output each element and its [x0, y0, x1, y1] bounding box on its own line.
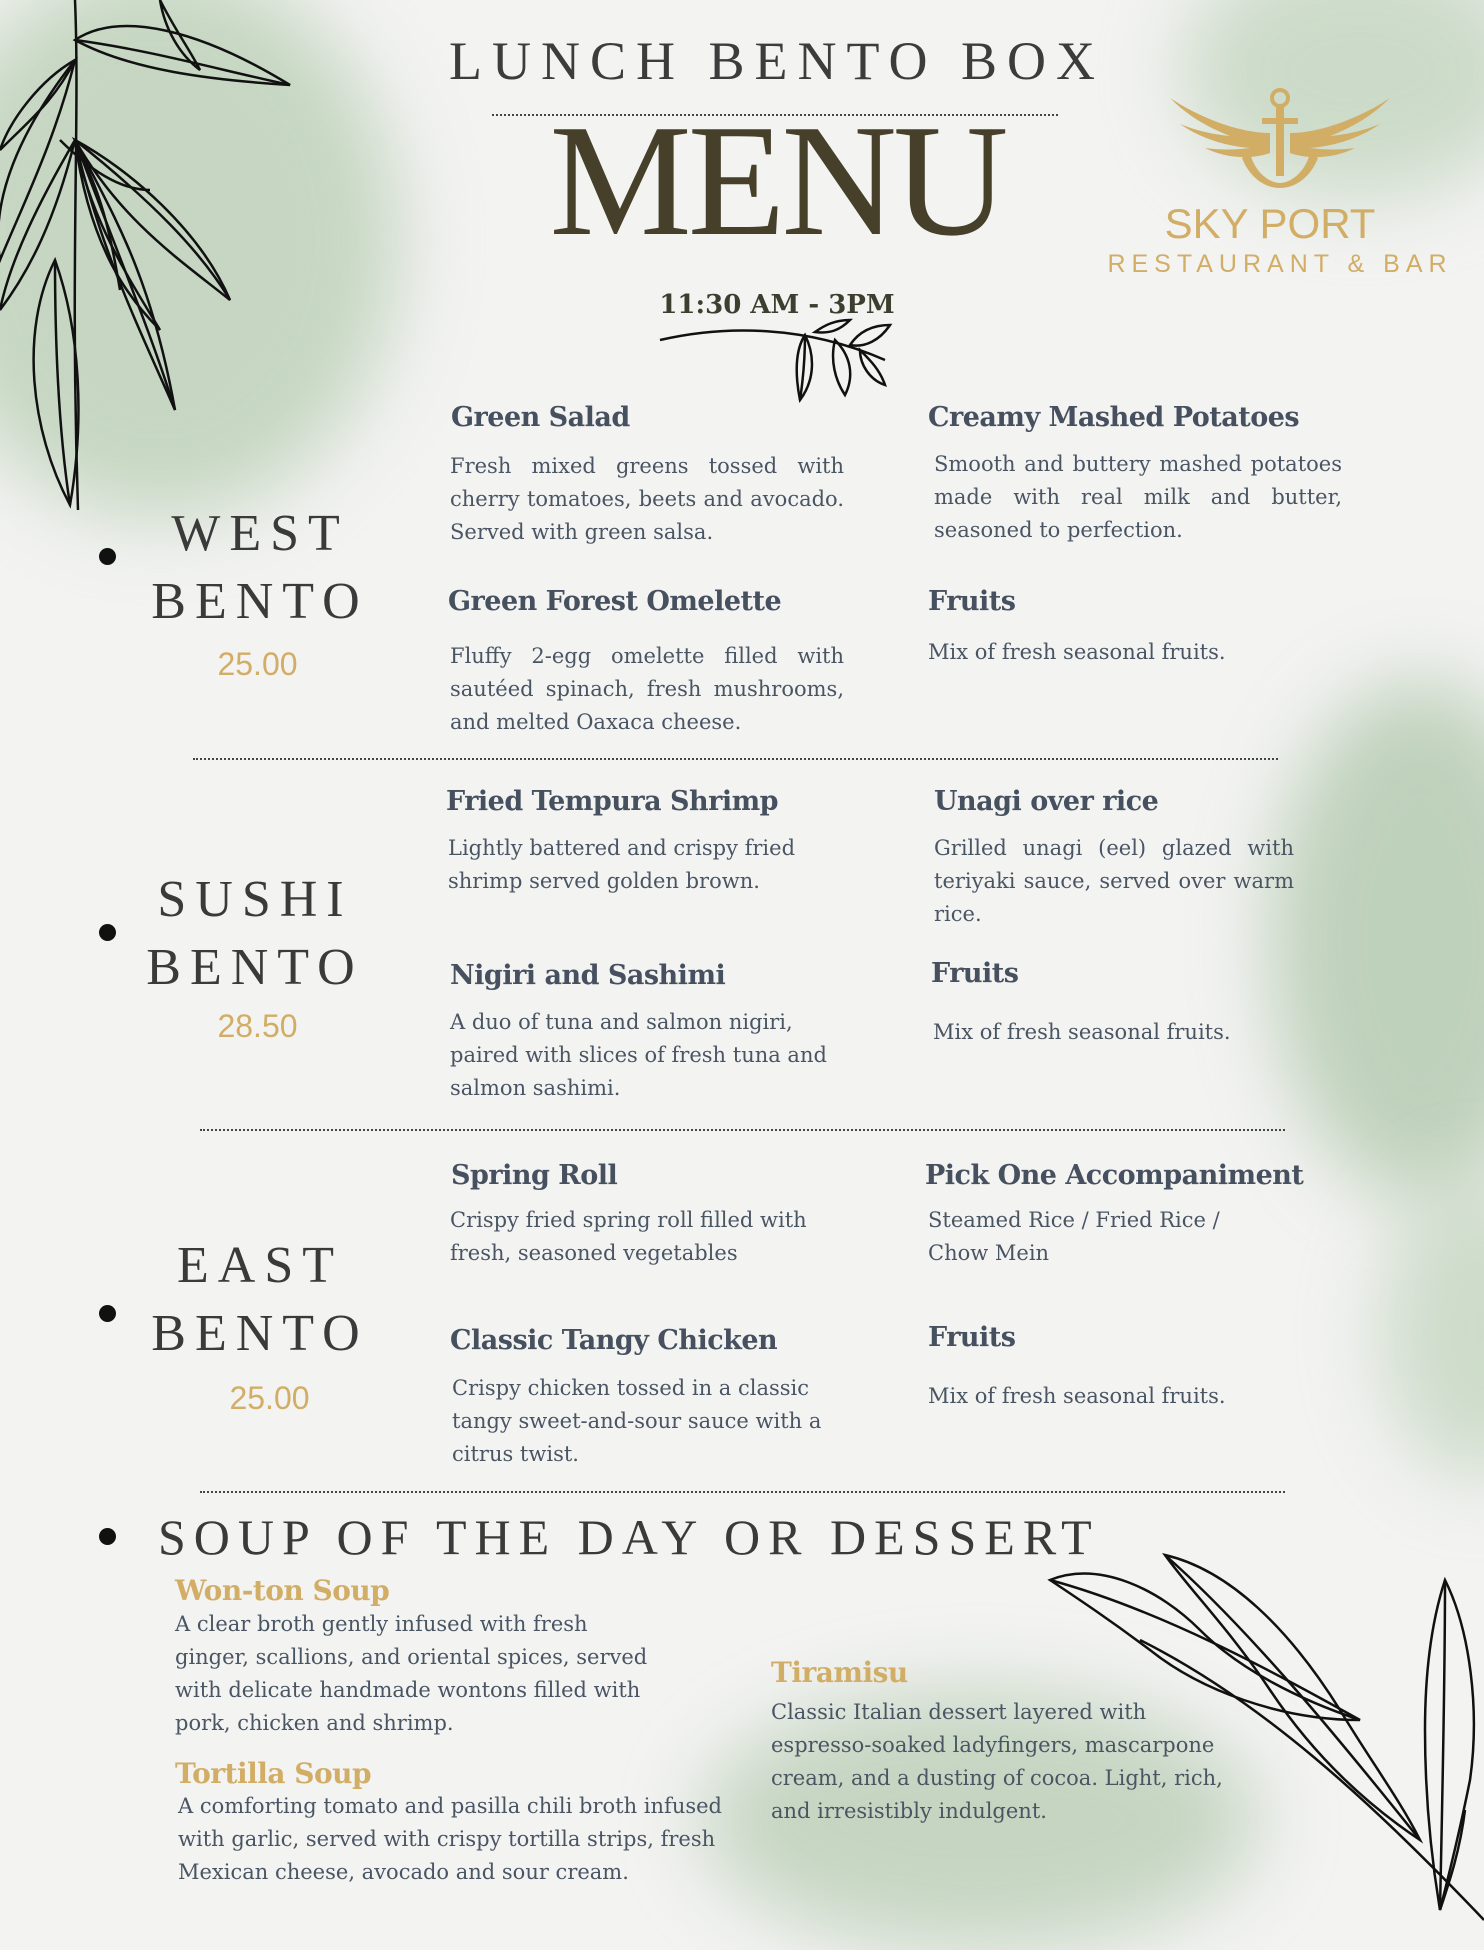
item-description: Crispy fried spring roll filled with fresh, seasoned vegetables — [450, 1208, 807, 1265]
watercolor-wash — [1270, 680, 1484, 1200]
section-name-line1: EAST — [177, 1237, 343, 1294]
leaf-sprig-icon — [655, 320, 895, 410]
section-name-line1: WEST — [171, 505, 349, 562]
section-bullet — [99, 1528, 116, 1545]
section-bullet — [99, 1305, 116, 1322]
item-description: Lightly battered and crispy fried shrimp served golden brown. — [448, 836, 796, 893]
section-name-line2: BENTO — [151, 1305, 369, 1362]
section-divider — [200, 1491, 1285, 1493]
serving-hours: 11:30 AM - 3PM — [659, 290, 895, 320]
section-name-line2: BENTO — [146, 939, 364, 996]
item-name: Fruits — [931, 958, 1019, 989]
section-bullet — [99, 548, 116, 565]
item-name: Nigiri and Sashimi — [450, 960, 726, 991]
soup-dessert-title: SOUP OF THE DAY OR DESSERT — [158, 1509, 1100, 1565]
item-description: Fluffy 2-egg omelette filled with sautéed spinach, fresh mushrooms, and melted Oaxaca cheese. — [450, 644, 844, 734]
item-description: Mix of fresh seasonal fruits. — [928, 640, 1226, 664]
section-name-line2: BENTO — [151, 573, 369, 630]
item-description: Smooth and buttery mashed potatoes made with real milk and butter, seasoned to perfection. — [934, 452, 1342, 542]
brand-name: SKY PORT — [1164, 200, 1376, 247]
watercolor-wash — [1380, 1180, 1484, 1480]
brand-tagline: RESTAURANT & BAR — [1107, 250, 1453, 278]
section-name — [140, 500, 380, 636]
section-divider — [200, 1129, 1285, 1131]
item-description: Fresh mixed greens tossed with cherry tomatoes, beets and avocado. Served with green salsa. — [450, 454, 844, 544]
winged-anchor-icon — [1170, 88, 1390, 188]
item-name: Won-ton Soup — [175, 1574, 390, 1607]
section-bullet — [99, 924, 116, 941]
item-description: A comforting tomato and pasilla chili broth infused with garlic, served with crispy tortilla strips, fresh Mexican cheese, avocado and sour cream. — [178, 1794, 722, 1884]
item-name: Tortilla Soup — [175, 1757, 372, 1790]
menu-subtitle: LUNCH BENTO BOX — [448, 31, 1105, 91]
item-name: Fruits — [928, 586, 1016, 617]
item-name: Fruits — [928, 1322, 1016, 1353]
section-price: 25.00 — [217, 646, 298, 682]
item-name: Spring Roll — [451, 1160, 618, 1191]
item-description: Mix of fresh seasonal fruits. — [928, 1384, 1226, 1408]
section-name — [135, 866, 375, 1002]
item-description: Mix of fresh seasonal fruits. — [933, 1020, 1231, 1044]
item-name: Creamy Mashed Potatoes — [928, 402, 1300, 433]
item-description: Crispy chicken tossed in a classic tangy sweet-and-sour sauce with a citrus twist. — [452, 1376, 822, 1466]
item-name: Green Forest Omelette — [448, 586, 782, 617]
item-name: Green Salad — [451, 402, 630, 433]
section-price: 28.50 — [217, 1008, 298, 1044]
item-description: A duo of tuna and salmon nigiri, paired with slices of fresh tuna and salmon sashimi. — [450, 1010, 827, 1100]
section-name — [140, 1232, 380, 1368]
item-name: Classic Tangy Chicken — [450, 1325, 778, 1356]
item-name: Unagi over rice — [934, 786, 1159, 817]
item-name: Pick One Accompaniment — [925, 1160, 1304, 1191]
item-name: Tiramisu — [771, 1656, 908, 1689]
section-name-line1: SUSHI — [157, 871, 353, 928]
section-divider — [193, 758, 1278, 760]
item-description: A clear broth gently infused with fresh ginger, scallions, and oriental spices, served with delicate handmade wontons filled with pork, chicken and shrimp. — [175, 1612, 648, 1735]
item-description: Steamed Rice / Fried Rice / Chow Mein — [928, 1208, 1220, 1265]
section-price: 25.00 — [229, 1380, 310, 1416]
menu-title: MENU — [549, 91, 1005, 269]
item-description: Grilled unagi (eel) glazed with teriyaki sauce, served over warm rice. — [934, 836, 1294, 926]
item-description: Classic Italian dessert layered with espresso-soaked ladyfingers, mascarpone cream, and a dusting of cocoa. Light, rich, and irresistibly indulgent. — [771, 1700, 1223, 1823]
item-name: Fried Tempura Shrimp — [446, 786, 779, 817]
